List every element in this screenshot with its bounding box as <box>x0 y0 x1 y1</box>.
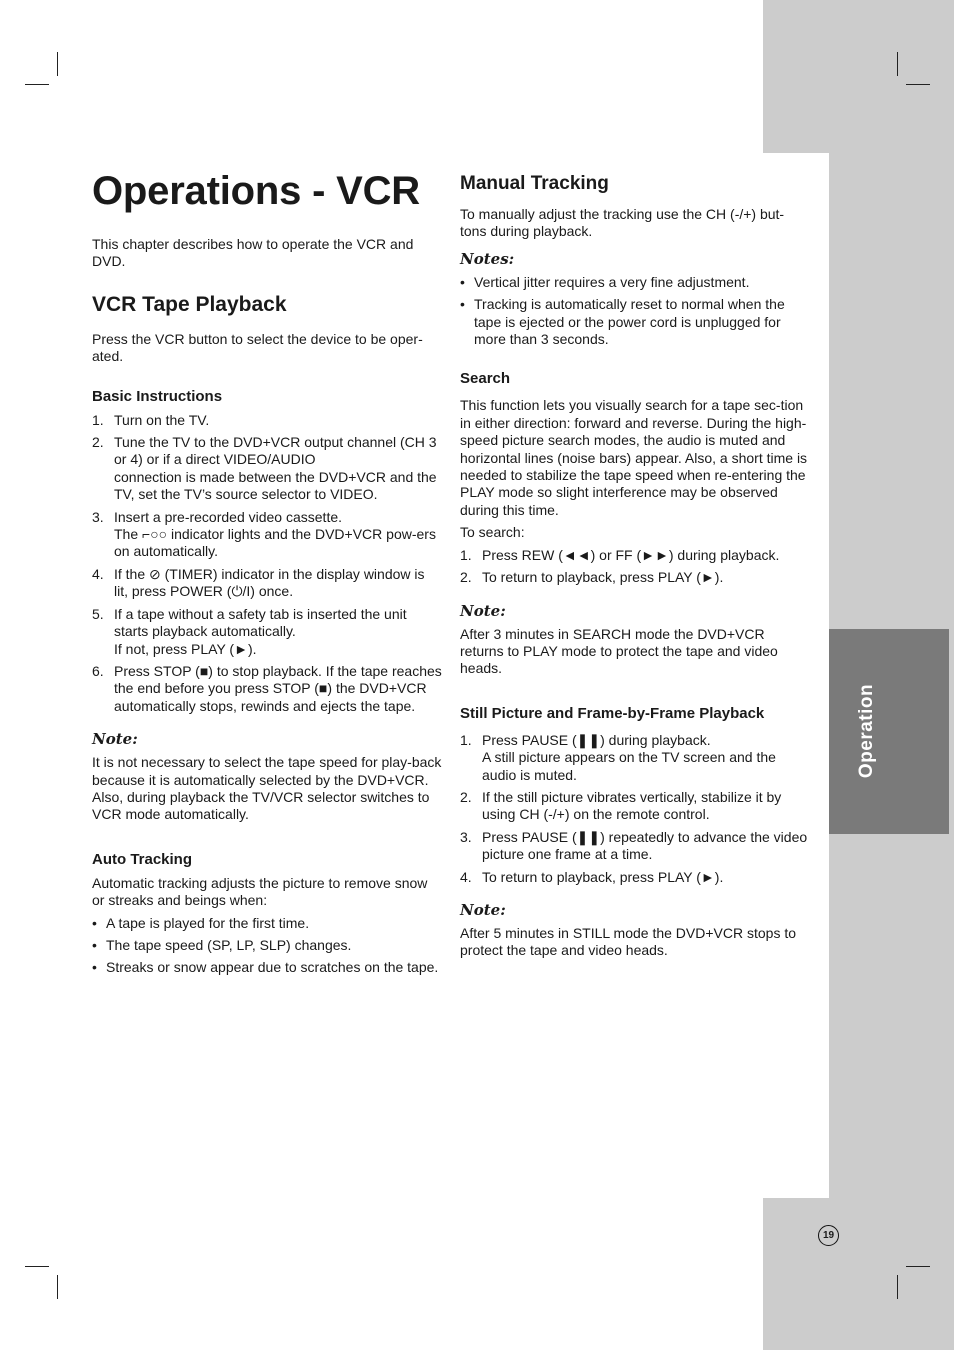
crop-mark <box>897 52 898 76</box>
crop-mark <box>57 52 58 76</box>
list-item: 4. To return to playback, press PLAY (►). <box>460 868 724 885</box>
list-item: 3. Press PAUSE (❚❚) repeatedly to advance the video picture one frame at a time. <box>460 828 808 863</box>
crop-mark <box>57 1275 58 1299</box>
vcr-playback-heading: VCR Tape Playback <box>92 292 287 316</box>
list-item: 5. If a tape without a safety tab is inserted the unit starts playback automatically. If not, press PLAY (►). <box>92 605 407 657</box>
page-title: Operations - VCR <box>92 169 420 213</box>
crop-mark <box>25 84 49 85</box>
list-item: 3. Insert a pre-recorded video cassette. The ⌐○○ indicator lights and the DVD+VCR pow-ers on automatically. <box>92 508 436 560</box>
search-steps <box>460 547 810 587</box>
crop-mark <box>25 1266 49 1267</box>
search-heading: Search <box>460 370 511 388</box>
left-column <box>92 160 442 982</box>
crop-mark <box>897 1275 898 1299</box>
list-item: • Vertical jitter requires a very fine adjustment. <box>460 274 810 291</box>
list-item: 1. Press PAUSE (❚❚) during playback. A still picture appears on the TV screen and the audio is muted. <box>460 731 776 783</box>
note-heading: Note: <box>92 730 138 749</box>
search-body: This function lets you visually search for a tape sec-tion in either direction: forward and reverse. During the high-speed picture search modes, the audio is muted and horizontal lines (noise bars) appear. Also, a short time is needed to stabilize the tape speed when re-entering the PLAY mode so slight interference may be observed during this time. <box>460 397 808 518</box>
list-item: 2. If the still picture vibrates vertically, stabilize it by using CH (-/+) on the remote control. <box>460 788 782 823</box>
manual-tracking-intro: To manually adjust the tracking use the CH (-/+) but-tons during playback. <box>460 206 785 240</box>
side-band-bottom <box>763 1198 954 1350</box>
section-tab <box>829 629 949 834</box>
list-item: 1. Turn on the TV. <box>92 411 210 428</box>
notes-heading: Notes: <box>460 249 515 268</box>
note-text: After 3 minutes in SEARCH mode the DVD+VCR returns to PLAY mode to protect the tape and video heads. <box>460 625 778 677</box>
vcr-playback-intro: Press the VCR button to select the device to be oper-ated. <box>92 330 423 365</box>
list-item: 6. Press STOP (■) to stop playback. If the tape reaches the end before you press STOP (■) the DVD+VCR automatically stops, rewinds and ejects the tape. <box>92 662 442 714</box>
auto-tracking-heading: Auto Tracking <box>92 850 193 868</box>
note-heading: Note: <box>460 900 506 919</box>
list-item: 4. If the ⊘ (TIMER) indicator in the display window is lit, press POWER (⏻/I) once. <box>92 565 425 600</box>
page-number: 19 <box>818 1225 839 1246</box>
still-picture-heading: Still Picture and Frame-by-Frame Playback <box>460 704 765 722</box>
list-item: • Streaks or snow appear due to scratches on the tape. <box>92 959 442 976</box>
manual-tracking-notes <box>460 274 810 349</box>
list-item: • Tracking is automatically reset to normal when the tape is ejected or the power cord is unplugged for more than 3 seconds. <box>460 296 810 348</box>
chapter-intro: This chapter describes how to operate the VCR and DVD. <box>92 236 414 270</box>
crop-mark <box>906 84 930 85</box>
right-column <box>460 160 810 965</box>
basic-instructions-list <box>92 412 442 716</box>
auto-tracking-intro: Automatic tracking adjusts the picture to remove snow or streaks and beings when: <box>92 874 428 909</box>
note-text: It is not necessary to select the tape speed for play-back because it is automatically selected by the DVD+VCR. Also, during playback the TV/VCR selector switches to VCR mode automatically. <box>92 754 442 823</box>
list-item: • The tape speed (SP, LP, SLP) changes. <box>92 937 442 954</box>
list-item: • A tape is played for the first time. <box>92 915 442 932</box>
note-text: After 5 minutes in STILL mode the DVD+VCR stops to protect the tape and video heads. <box>460 924 797 959</box>
list-item: 2. Tune the TV to the DVD+VCR output channel (CH 3 or 4) or if a direct VIDEO/AUDIO connection is made between the DVD+VCR and the TV, set the TV’s source selector to VIDEO. <box>92 434 437 503</box>
to-search-label: To search: <box>460 524 525 541</box>
manual-tracking-heading: Manual Tracking <box>460 173 609 194</box>
auto-tracking-list <box>92 915 442 977</box>
list-item: 1. Press REW (◄◄) or FF (►►) during playback. <box>460 546 780 563</box>
still-picture-steps <box>460 732 810 886</box>
basic-instructions-heading: Basic Instructions <box>92 387 223 405</box>
crop-mark <box>906 1266 930 1267</box>
list-item: 2. To return to playback, press PLAY (►). <box>460 569 724 586</box>
note-heading: Note: <box>460 601 506 620</box>
side-band-top <box>763 0 954 153</box>
